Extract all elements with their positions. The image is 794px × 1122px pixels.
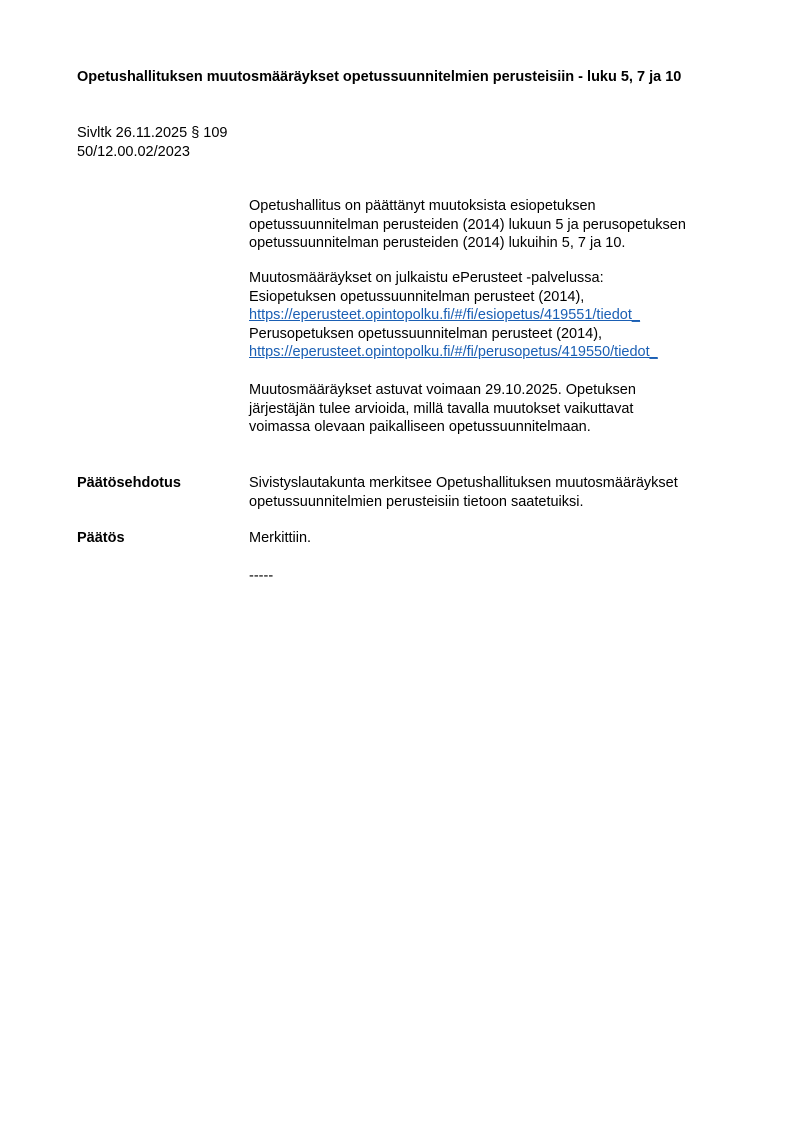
decision-text: Merkittiin. <box>249 530 312 546</box>
proposal-label: Päätösehdotus <box>77 475 181 491</box>
publication-paragraph <box>249 269 749 362</box>
proposal-line: opetussuunnitelmien perusteisiin tietoon saatetuiksi. <box>249 493 584 510</box>
effect-line: Muutosmääräykset astuvat voimaan 29.10.2025. Opetuksen <box>249 382 636 398</box>
intro-line: opetussuunnitelman perusteiden (2014) lukuun 5 ja perusopetuksen <box>249 216 686 233</box>
intro-line: opetussuunnitelman perusteiden (2014) lukuihin 5, 7 ja 10. <box>249 235 626 251</box>
proposal-text <box>249 474 749 511</box>
case-number: 50/12.00.02/2023 <box>77 144 190 160</box>
effect-line: voimassa olevaan paikalliseen opetussuunnitelmaan. <box>249 419 591 435</box>
basic-education-curriculum-label: Perusopetuksen opetussuunnitelman perusteet (2014), <box>249 325 603 342</box>
intro-line: Opetushallitus on päättänyt muutoksista esiopetuksen <box>249 198 596 214</box>
publication-line: Muutosmääräykset on julkaistu ePerusteet -palvelussa: <box>249 270 604 286</box>
preschool-curriculum-label: Esiopetuksen opetussuunnitelman perusteet (2014), <box>249 288 585 305</box>
document-title: Opetushallituksen muutosmääräykset opetussuunnitelmien perusteisiin - luku 5, 7 ja 10 <box>77 69 682 85</box>
meeting-date-section: Sivltk 26.11.2025 § 109 <box>77 125 228 141</box>
effect-line: järjestäjän tulee arvioida, millä tavalla muutokset vaikuttavat <box>249 400 634 417</box>
section-separator: ----- <box>249 568 274 584</box>
proposal-line: Sivistyslautakunta merkitsee Opetushallituksen muutosmääräykset <box>249 475 678 491</box>
meeting-reference <box>77 124 227 162</box>
basic-education-curriculum-link[interactable]: https://eperusteet.opintopolku.fi/#/fi/perusopetus/419550/tiedot_ <box>249 344 658 360</box>
preschool-curriculum-link[interactable]: https://eperusteet.opintopolku.fi/#/fi/esiopetus/419551/tiedot_ <box>249 307 640 323</box>
intro-paragraph <box>249 197 749 253</box>
effect-paragraph <box>249 381 749 437</box>
decision-label: Päätös <box>77 530 125 546</box>
